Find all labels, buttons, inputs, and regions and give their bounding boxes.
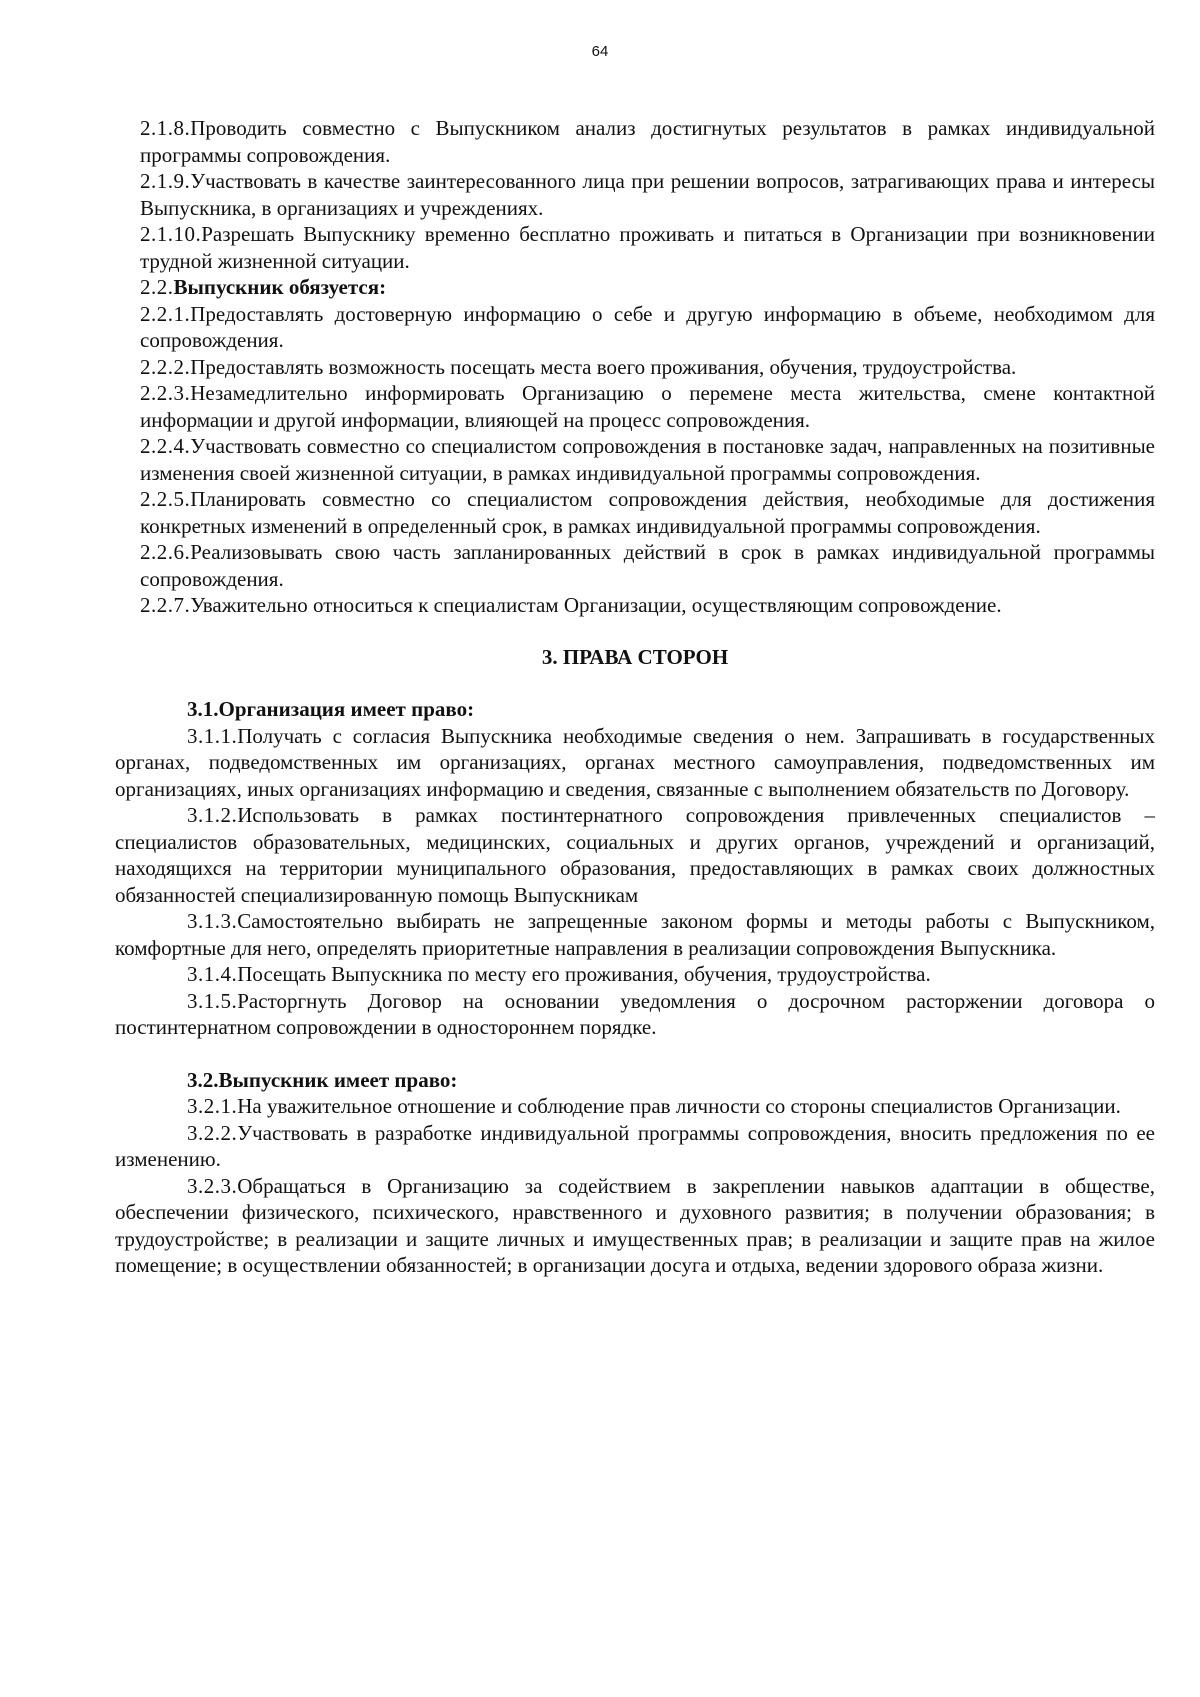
clause-text: Посещать Выпускника по месту его проживания, обучения, трудоустройства. [237,962,931,986]
section-gap [115,1041,1155,1067]
clause-number: 2.2.4. [140,434,191,458]
clause-text: Реализовывать свою часть запланированных действий в срок в рамках индивидуальной программы сопровождения. [140,540,1155,591]
clause-text: Получать с согласия Выпускника необходимые сведения о нем. Запрашивать в государственных органах, подведомственных им организациях, органах местного самоуправления, подведомственных им организациях, иных организациях информацию и сведения, связанные с выполнением обязательств по Договору. [115,723,1155,801]
subheading-3-2: 3.2.Выпускник имеет право: [187,1067,458,1092]
heading-2-2 [115,274,1155,301]
clause-text: Предоставлять возможность посещать места воего проживания, обучения, трудоустройства. [190,354,1017,379]
clause-2-1-9 [115,168,1155,221]
clause-number: 3.1.3. [187,909,238,933]
clause-text: Планировать совместно со специалистом сопровождения действия, необходимые для достижения конкретных изменений в определенный срок, в рамках индивидуальной программы сопровождения. [140,487,1155,538]
clause-2-2-1 [115,301,1155,354]
page-number: 64 [591,43,609,60]
clause-number: 3.2.3. [187,1173,238,1198]
subheading-3-1: 3.1.Организация имеет право: [187,697,475,721]
clause-number: 2.2.2. [140,354,191,379]
clause-number: 3.2.2. [187,1120,238,1145]
clause-number: 2.2.6. [140,540,191,564]
clause-text: Расторгнуть Договор на основании уведомления о досрочном расторжении договора о постинтернатном сопровождении в одностороннем порядке. [115,988,1155,1039]
clause-text: Участвовать в разработке индивидуальной программы сопровождения, вносить предложения по ее изменению. [115,1120,1155,1171]
clause-number: 3.1.5. [187,988,238,1013]
clause-text: Предоставлять достоверную информацию о себе и другую информацию в объеме, необходимом для сопровождения. [140,301,1155,352]
clause-text: Проводить совместно с Выпускником анализ достигнутых результатов в рамках индивидуальной программы сопровождения. [140,116,1155,167]
clause-text: Использовать в рамках постинтернатного сопровождения привлеченных специалистов – специалистов образовательных, медицинских, социальных и других органов, учреждений и организаций, находящихся на территории муниципального образования, предоставляющих в рамках своих должностных обязанностей специализированную помощь Выпускникам [115,803,1155,907]
clause-text: На уважительное отношение и соблюдение прав личности со стороны специалистов Организации. [237,1094,1121,1118]
clause-text: Обращаться в Организацию за содействием в закреплении навыков адаптации в обществе, обеспечении физического, психического, нравственного и духовного развития; в получении образования; в трудоустройстве; в реализации и защите личных и имущественных прав; в реализации и защите прав на жилое помещение; в осуществлении обязанностей; в организации досуга и отдыха, ведении здорового образа жизни. [115,1173,1155,1277]
heading-text: Выпускник обязуется: [173,275,387,299]
clause-2-2-7 [115,592,1155,619]
clause-2-2-3 [115,380,1155,433]
clause-number: 2.2.3. [140,381,191,405]
clause-number: 3.1.4. [187,962,238,986]
clause-3-1-2 [115,802,1155,908]
clause-2-1-8 [115,115,1155,168]
clause-3-1-3 [115,908,1155,961]
clause-2-2-4 [115,433,1155,486]
clause-2-1-10 [115,221,1155,274]
clause-3-2-2 [115,1120,1155,1173]
document-body [115,115,1155,1279]
clause-number: 2.2.5. [140,487,191,511]
clause-number: 2.2.7. [140,593,191,617]
clause-number: 3.2.1. [187,1094,238,1118]
clause-number: 2.1.9. [140,169,191,193]
clause-number: 3.1.1. [187,723,238,748]
clause-text: Разрешать Выпускнику временно бесплатно проживать и питаться в Организации при возникновении трудной жизненной ситуации. [140,222,1155,273]
clause-2-2-5 [115,486,1155,539]
clause-3-1-5 [115,988,1155,1041]
clause-3-1-1 [115,723,1155,803]
clause-text: Участвовать совместно со специалистом сопровождения в постановке задач, направленных на позитивные изменения своей жизненной ситуации, в рамках индивидуальной программы сопровождения. [140,434,1155,485]
clause-text: Самостоятельно выбирать не запрещенные законом формы и методы работы с Выпускником, комфортные для него, определять приоритетные направления в реализации сопровождения Выпускника. [115,909,1155,960]
clause-3-1-4 [115,961,1155,988]
clause-3-2-3 [115,1173,1155,1279]
section-title: 3. ПРАВА СТОРОН [541,644,729,669]
clause-text: Уважительно относиться к специалистам Организации, осуществляющим сопровождение. [190,593,1002,617]
clause-text: Незамедлительно информировать Организацию о перемене места жительства, смене контактной информации и другой информации, влияющей на процесс сопровождения. [140,381,1155,432]
clause-2-2-2 [115,354,1155,381]
clause-3-2-1 [115,1093,1155,1120]
clause-text: Участвовать в качестве заинтересованного лица при решении вопросов, затрагивающих права и интересы Выпускника, в организациях и учреждениях. [140,169,1155,220]
clause-number: 3.1.2. [187,803,238,827]
heading-number: 2.2. [140,275,174,299]
clause-number: 2.1.8. [140,116,191,140]
clause-number: 2.2.1. [140,301,191,326]
clause-number: 2.1.10. [140,222,202,246]
clause-2-2-6 [115,539,1155,592]
